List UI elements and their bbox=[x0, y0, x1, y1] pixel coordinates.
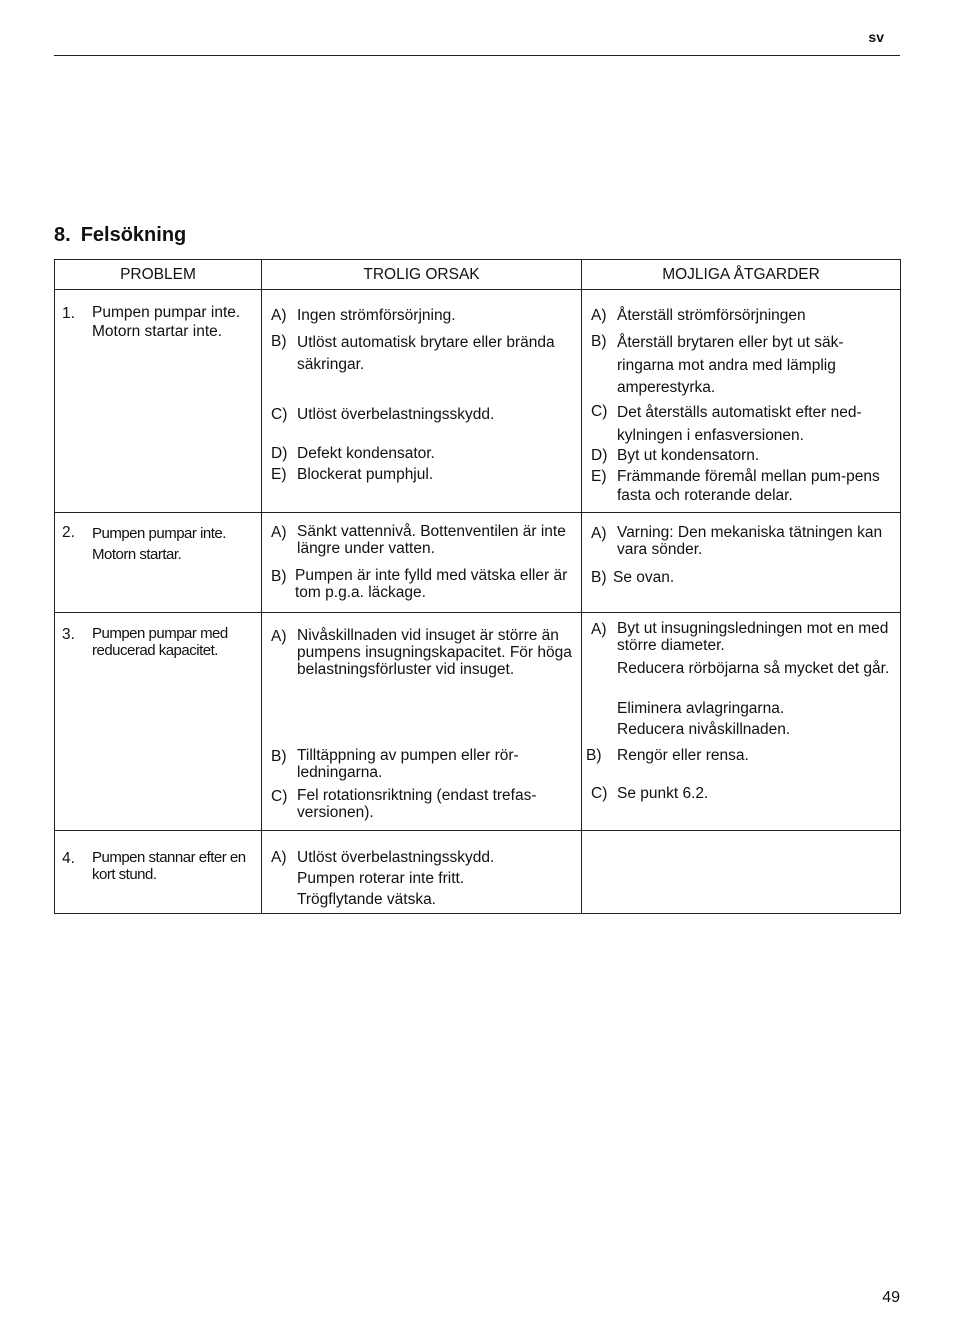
troubleshooting-table bbox=[54, 259, 901, 914]
problem-text: Pumpen stannar efter en kort stund. bbox=[92, 849, 246, 883]
cause-item: D) Defekt kondensator. bbox=[271, 445, 435, 462]
problem-item bbox=[62, 523, 259, 565]
problem-number: 4. bbox=[62, 850, 75, 867]
cause-cell bbox=[262, 290, 582, 513]
problem-number: 2. bbox=[62, 524, 75, 541]
problem-text: Pumpen pumpar med reducerad kapacitet. bbox=[92, 625, 228, 659]
problem-cell bbox=[55, 513, 262, 613]
cause-cell bbox=[262, 513, 582, 613]
remedy-item: A) Byt ut insugningsledningen mot en med större diameter. bbox=[591, 620, 889, 654]
remedy-item: C) Se punkt 6.2. bbox=[591, 785, 709, 802]
cause-item: A) Utlöst överbelastningsskydd. bbox=[271, 849, 495, 866]
cause-item: Pumpen roterar inte fritt. bbox=[297, 870, 465, 887]
remedy-item: Reducera nivåskillnaden. bbox=[617, 721, 791, 738]
remedy-item: A) Varning: Den mekaniska tätningen kan vara sönder. bbox=[591, 524, 883, 558]
cause-cell bbox=[262, 613, 582, 831]
remedy-item: B) Återställ brytaren eller byt ut säk-ringarna mot andra med lämplig amperestyrka. bbox=[591, 333, 844, 396]
language-code: sv bbox=[868, 29, 884, 45]
problem-cell bbox=[55, 831, 262, 914]
cause-item: Trögflytande vätska. bbox=[297, 891, 436, 908]
header-problem: PROBLEM bbox=[55, 260, 262, 290]
header-cause: TROLIG ORSAK bbox=[262, 260, 582, 290]
cause-item: A) Sänkt vattennivå. Bottenventilen är inte längre under vatten. bbox=[271, 523, 566, 557]
cause-item: C) Utlöst överbelastningsskydd. bbox=[271, 406, 495, 423]
remedy-cell bbox=[582, 290, 901, 513]
problem-item bbox=[62, 849, 259, 883]
problem-line: Pumpen pumpar inte. bbox=[92, 304, 241, 321]
remedy-item: Reducera rörböjarna så mycket det går. bbox=[617, 660, 890, 677]
problem-text bbox=[92, 304, 259, 340]
cause-item: A) Ingen strömförsörjning. bbox=[271, 307, 456, 324]
page-number: 49 bbox=[882, 1289, 900, 1306]
header-remedy: MOJLIGA ÅTGARDER bbox=[582, 260, 901, 290]
remedy-cell bbox=[582, 831, 901, 914]
table-row bbox=[55, 290, 901, 513]
table-header-row bbox=[55, 260, 901, 290]
cause-item: B) Pumpen är inte fylld med vätska eller är tom p.g.a. läckage. bbox=[271, 567, 568, 601]
cause-item: B) Utlöst automatisk brytare eller brända säkringar. bbox=[271, 333, 555, 373]
problem-cell bbox=[55, 290, 262, 513]
remedy-item: Eliminera avlagringarna. bbox=[617, 700, 785, 717]
problem-cell bbox=[55, 613, 262, 831]
section-number: 8. bbox=[54, 224, 71, 246]
table-row bbox=[55, 613, 901, 831]
cause-item: A) Nivåskillnaden vid insuget är större än pumpens insugningskapacitet. För höga belastningsförluster vid insuget. bbox=[271, 627, 572, 678]
problem-number: 1. bbox=[62, 305, 75, 322]
section-title: Felsökning bbox=[80, 224, 187, 246]
problem-number: 3. bbox=[62, 626, 75, 643]
remedy-item: E) Främmande föremål mellan pum-pens fasta och roterande delar. bbox=[591, 468, 880, 504]
problem-text bbox=[92, 523, 259, 565]
remedy-cell bbox=[582, 513, 901, 613]
remedy-item: D) Byt ut kondensatorn. bbox=[591, 447, 760, 464]
cause-item: E) Blockerat pumphjul. bbox=[271, 466, 434, 483]
remedy-item: B) Se ovan. bbox=[591, 569, 675, 586]
remedy-item: A) Återställ strömförsörjningen bbox=[591, 307, 806, 324]
header-rule bbox=[54, 55, 900, 56]
cause-item: B) Tilltäppning av pumpen eller rör-ledningarna. bbox=[271, 747, 519, 781]
remedy-item: B) Rengör eller rensa. bbox=[586, 747, 749, 764]
cause-cell bbox=[262, 831, 582, 914]
table-row bbox=[55, 513, 901, 613]
remedy-cell bbox=[582, 613, 901, 831]
problem-item bbox=[62, 625, 259, 659]
table-row bbox=[55, 831, 901, 914]
problem-line: Motorn startar inte. bbox=[92, 323, 223, 340]
section-heading bbox=[54, 224, 186, 247]
problem-line: Pumpen pumpar inte. bbox=[92, 525, 226, 542]
problem-line: Motorn startar. bbox=[92, 546, 182, 563]
cause-item: C) Fel rotationsriktning (endast trefas-versionen). bbox=[271, 787, 537, 821]
remedy-item: C) Det återställs automatiskt efter ned-kylningen i enfasversionen. bbox=[591, 403, 862, 444]
problem-item bbox=[62, 304, 259, 340]
